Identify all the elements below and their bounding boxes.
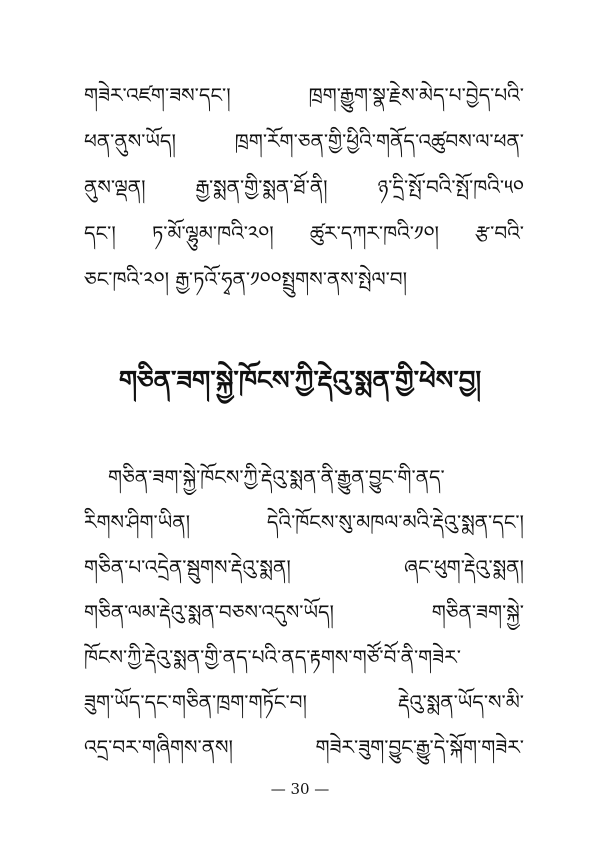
- paragraph-2: [84, 455, 524, 770]
- text-line: ནུས་ལྡན། རྒྱ་སྨན་གྱི་སྨན་ཐོ་ནི། ཉ་དྲི་སྤོ་བའི་སྤོ་ཁའི་༥༠: [84, 175, 524, 199]
- text-line: དང་། ཏ་མོ་ལྷུམ་ཁའི་༢༠། ཚུར་དཀར་ཁའི་༡༠། རྩ་བའི་: [84, 221, 524, 245]
- text-line: ཅང་ཁའི་༢༠། རྒྱ་ཏའོ་ཧྭན་༡༠༠སྤྲུགས་ནས་སྤེལ་བ།: [84, 267, 408, 291]
- page-number: — 30 —: [270, 780, 330, 798]
- text-line: འདྲ་བར་གཞིགས་ནས། གཟེར་ཟུག་བྱུང་རྒྱུ་དེ་སྐོག་གཟེར་: [84, 735, 524, 759]
- text-line: ཁོངས་ཀྱི་རྡེའུ་སྨན་གྱི་ནད་པའི་ནད་རྟགས་གཙོ་བོ་ནི་གཟེར་: [84, 645, 461, 669]
- text-line: རིགས་ཤིག་ཡིན། དེའི་ཁོངས་སུ་མཁལ་མའི་རྡེའུ་སྨན་དང་།: [84, 510, 524, 534]
- text-line: གཟེར་འཛག་ཟས་དང་། ཁྲག་རྒྱུག་སྣ་རྗེས་མེད་པ་བྱེད་པའི་: [84, 83, 524, 107]
- text-line: གཅིན་པ་འདྲེན་སྦུགས་རྡེའུ་སྨན། ཞང་ཕུག་རྡེའུ་སྨན།: [84, 555, 524, 579]
- text-line: ཕན་ནུས་ཡོད། ཁྲག་རོག་ཅན་གྱི་ཕྱིའི་གནོད་འཚུབས་ལ་ཕན་: [84, 129, 524, 153]
- section-heading: གཅིན་ཟག་སྐྱེ་ཁོངས་ཀྱི་རྡེའུ་སྨན་གྱི་ཕེས་བྱ།: [118, 366, 482, 396]
- text-line: ཟུག་ཡོད་དང་གཅིན་ཁྲག་གཏོང་བ། རྡེའུ་སྨན་ཡོད་ས་མི་: [84, 690, 524, 714]
- text-line: གཅིན་ལམ་རྡེའུ་སྨན་བཅས་འདུས་ཡོད། གཅིན་ཟག་སྐྱེ་: [84, 600, 524, 624]
- text-line: གཅིན་ཟག་སྐྱེ་ཁོངས་ཀྱི་རྡེའུ་སྨན་ནི་རྒྱུན་བྱུང་གི་ནད་: [108, 465, 445, 489]
- paragraph-1: [84, 72, 524, 302]
